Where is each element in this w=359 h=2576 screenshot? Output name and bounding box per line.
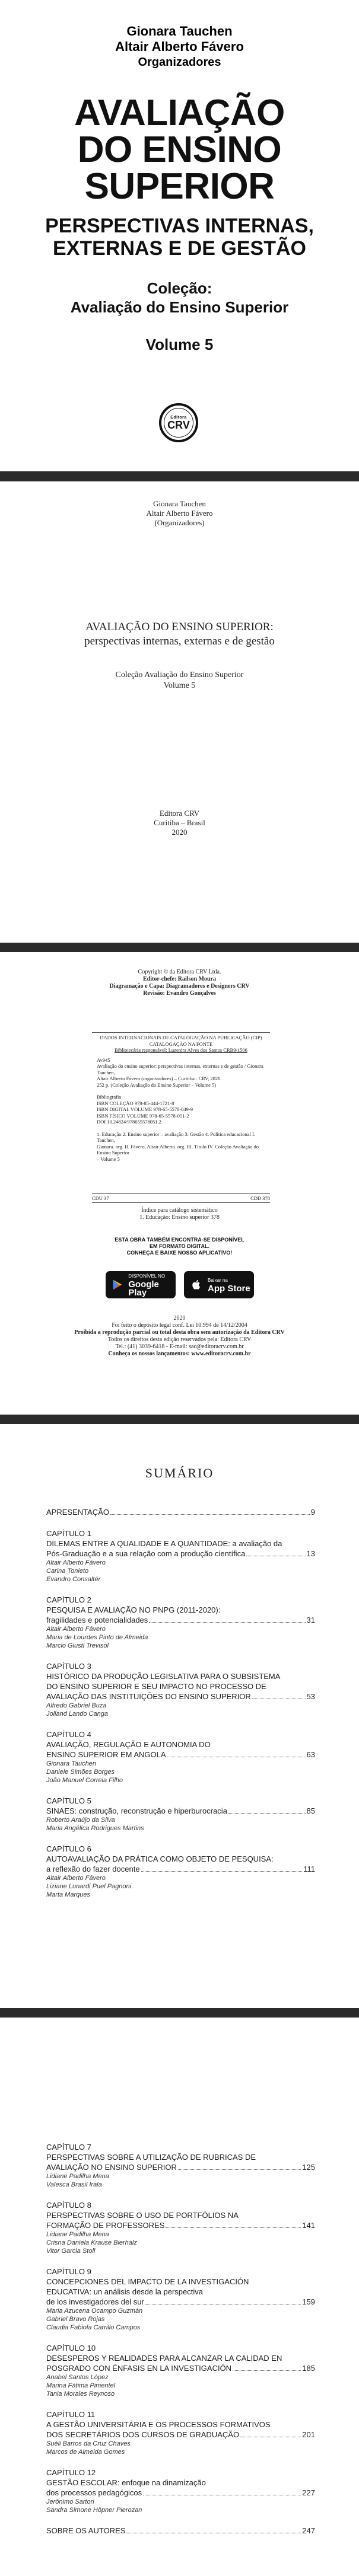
chapter-title-text: Pós-Graduação e a sua relação com a produção científica (46, 1549, 246, 1558)
chapter-title-line (46, 1750, 315, 1760)
chapter-title-line (46, 2363, 315, 2373)
toc-entry[interactable] (46, 2526, 315, 2536)
chapter-author: Maria Azucena Ocampo Guzmán (46, 2307, 143, 2315)
catalog-title: CATALOGAÇÃO NA FONTE (149, 1040, 213, 1047)
chapter-title-text: SOBRE OS AUTORES (46, 2526, 126, 2535)
toc-entry[interactable] (46, 1507, 315, 1517)
chapter-title-text: PERSPECTIVAS SOBRE A UTILIZAÇÃO DE RUBRICAS DE (46, 2153, 256, 2162)
title-page (0, 481, 359, 943)
chapter-title-line (46, 2353, 315, 2363)
catalog-line: Gionara. org. II. Fávero, Altair Alberto. org. III. Título IV. Coleção Avaliação do Ensino Superior (97, 1143, 259, 1155)
leader-dots (233, 2363, 301, 2371)
chapter-title-text: AUTOAVALIAÇÃO DA PRÁTICA COMO OBJETO DE PESQUISA: (46, 1854, 274, 1863)
footer-line: Todos os direitos desta edição reservados pela: Editora CRV (107, 1336, 252, 1343)
page-number: 53 (306, 1692, 315, 1701)
leader-dots (178, 2162, 301, 2170)
leader-dots (126, 2526, 301, 2533)
chapter-title-line (46, 1691, 315, 1702)
page-number: 31 (306, 1616, 315, 1624)
chapter-title-line (46, 2478, 315, 2488)
leader-dots (228, 1806, 306, 1814)
chapter-title-text: DO ENSINO SUPERIOR E SEU IMPACTO NO PROCESSO DE (46, 1682, 266, 1691)
cdu-code: CDU 37 (92, 1195, 109, 1201)
chapter-title-text: ENSINO SUPERIOR EM ANGOLA (46, 1750, 166, 1759)
leader-dots (240, 2430, 301, 2437)
subtitle-line: EXTERNAS E DE GESTÃO (53, 237, 306, 260)
leader-dots (110, 1507, 310, 1515)
badge-big-text: App Store (208, 1284, 250, 1294)
page-number: 247 (302, 2526, 315, 2535)
chapter-author: Jolland Lando Canga (46, 1710, 108, 1718)
digital-note (0, 1237, 359, 1256)
chapter-author: Maria de Lourdes Pinto de Almeida (46, 1634, 148, 1641)
catalog-line: ISBN DIGITAL VOLUME 978-65-5578-049-9 (97, 1106, 193, 1112)
cdd-code: CDD 378 (250, 1195, 270, 1201)
organizers (0, 24, 359, 70)
logo-top-text: Editora (170, 415, 187, 420)
chapter-author: Claudia Fabiola Carrillo Campos (46, 2324, 141, 2331)
publisher-line: Editora CRV (159, 809, 200, 818)
title-page-volume: Volume 5 (163, 681, 196, 690)
chapter-author: Lidiane Padilha Mena (46, 2231, 109, 2238)
chapter-title-line (46, 1507, 315, 1517)
summary-page-2 (0, 2018, 359, 2576)
publisher-line: 2020 (171, 828, 188, 837)
chapter-author: Roberto Araújo da Silva (46, 1817, 115, 1824)
toc-entry[interactable] (46, 1729, 315, 1785)
page-number: 85 (306, 1806, 315, 1815)
chapter-author: Liziane Lunardi Puel Pagnoni (46, 1883, 132, 1890)
chapter-author: Jerônimo Sartori (46, 2498, 94, 2505)
app-store-badge[interactable] (184, 1271, 254, 1298)
chapter-title-text: a reflexão do fazer docente (46, 1865, 140, 1873)
page-number: 9 (310, 1508, 315, 1517)
chapter-title-text: CONCEPCIONES DEL IMPACTO DE LA INVESTIGACIÓN (46, 2277, 249, 2286)
credits-footer (0, 1315, 359, 1358)
chapter-author: Tania Morales Reynoso (46, 2390, 115, 2398)
chapter-title-line (46, 2526, 315, 2536)
digital-note-line: EM FORMATO DIGITAL. (150, 1243, 209, 1249)
chapter-author: Marcos de Almeida Gomes (46, 2449, 125, 2456)
google-play-badge[interactable] (106, 1271, 176, 1298)
page-number: 63 (306, 1750, 315, 1759)
logo-main-text: CRV (167, 419, 190, 431)
subtitle-line: PERSPECTIVAS INTERNAS, (45, 215, 314, 237)
chapter-author: Altair Alberto Fávero (46, 1875, 106, 1882)
leader-dots (167, 1750, 306, 1757)
chapter-title-line (46, 1538, 315, 1549)
toc-entry[interactable] (46, 1595, 315, 1650)
chapter-title-text: FORMAÇÃO DE PROFESSORES (46, 2221, 165, 2230)
index-line: 1. Educação: Ensino superior 378 (139, 1214, 220, 1221)
chapter-title-text: de los investigadores del sur (46, 2297, 144, 2306)
chapter-author: Carina Tonieto (46, 1568, 89, 1575)
catalog-line: ISBN COLEÇÃO 978-85-444-1721-8 (97, 1100, 174, 1106)
chapter-title-line (46, 1854, 315, 1864)
chapter-author: Marcio Giusti Trevisol (46, 1642, 109, 1649)
toc-entry[interactable] (46, 1661, 315, 1718)
catalog-record (92, 1032, 270, 1203)
chapter-author: Altair Alberto Fávero (46, 1626, 106, 1633)
page-number: 227 (302, 2488, 315, 2497)
chapter-author: Evandro Consaltér (46, 1576, 101, 1583)
credits-line: Copyright © da Editora CRV Ltda. (138, 969, 221, 975)
chapter-title-text: DILEMAS ENTRE A QUALIDADE E A QUANTIDADE: a avaliação da (46, 1539, 282, 1548)
catalog-title: Bibliotecária responsável: Luzenira Alves dos Santos CRB9/1506 (115, 1047, 247, 1053)
chapter-author: Altair Alberto Fávero (46, 1559, 106, 1566)
footer-line: Proibida a reprodução parcial ou total desta obra sem autorização da Editora CRV (74, 1329, 285, 1336)
title-page-title: AVALIAÇÃO DO ENSINO SUPERIOR: (85, 621, 274, 633)
title-line: DO ENSINO (77, 129, 282, 170)
chapter-title-line (46, 2287, 315, 2297)
toc-entry[interactable] (46, 2468, 315, 2514)
chapter-title-line (46, 2210, 315, 2220)
chapter-heading: CAPÍTULO 8 (46, 2201, 91, 2210)
chapter-heading: CAPÍTULO 7 (46, 2143, 91, 2152)
author-line: (Organizadores) (154, 518, 205, 527)
chapter-title-text: POSGRADO CON ÉNFASIS EN LA INVESTIGACIÓN (46, 2364, 232, 2373)
badge-small-text: Baixar na (208, 1278, 228, 1283)
chapter-title-line (46, 2297, 315, 2307)
cover-page (0, 0, 359, 471)
catalog-line: Altair Alberto Fávero (organizadores) – Curitiba : CRV, 2020. (97, 1075, 222, 1081)
chapter-title-line (46, 1615, 315, 1625)
chapter-heading: CAPÍTULO 6 (46, 1844, 91, 1853)
page-number: 141 (302, 2221, 315, 2230)
catalog-lines (92, 1057, 270, 1163)
toc-entry[interactable] (46, 2200, 315, 2255)
digital-note-line: ESTA OBRA TAMBÉM ENCONTRA-SE DISPONÍVEL (115, 1237, 244, 1243)
chapter-author: Marta Marques (46, 1891, 90, 1898)
catalog-line: ISBN FÍSICO VOLUME 978-65-5578-051-2 (97, 1112, 189, 1119)
chapter-title-line (46, 1739, 315, 1750)
chapter-title-text: AVALIAÇÃO, REGULAÇÃO E AUTONOMIA DO (46, 1740, 211, 1749)
summary-list (46, 1507, 315, 1910)
badge-small-text: DISPONÍVEL NO (128, 1273, 166, 1279)
catalog-line: Bibliografia (97, 1094, 122, 1100)
credits-page (0, 952, 359, 1415)
chapter-heading: CAPÍTULO 2 (46, 1595, 91, 1604)
chapter-title-line (46, 2277, 315, 2287)
chapter-author: João Manuel Correia Filho (46, 1777, 123, 1784)
page-number: 125 (302, 2163, 315, 2172)
leader-dots (145, 2297, 301, 2304)
chapter-author: Daniele Simões Borges (46, 1769, 115, 1776)
chapter-heading: CAPÍTULO 5 (46, 1796, 91, 1805)
summary-list (46, 2142, 315, 2547)
catalog-line: – Volume 5 (97, 1155, 120, 1162)
leader-dots (246, 1549, 305, 1556)
chapter-author: Valesca Brasil Irala (46, 2181, 102, 2188)
chapter-author: Alfredo Gabriel Buza (46, 1702, 107, 1709)
leader-dots (166, 2220, 301, 2228)
chapter-author: Maria Angélica Rodrigues Martins (46, 1825, 144, 1832)
digital-note-line: CONHEÇA E BAIXE NOSSO APLICATIVO! (126, 1250, 233, 1256)
chapter-author: Sandra Simone Höpner Pierozan (46, 2507, 142, 2514)
chapter-title-line (46, 2152, 315, 2162)
collection-line: Avaliação do Ensino Superior (70, 298, 289, 316)
catalog-index (0, 1207, 359, 1221)
chapter-title-line (46, 2162, 315, 2172)
chapter-heading: CAPÍTULO 4 (46, 1730, 91, 1739)
chapter-title-line (46, 1549, 315, 1559)
chapter-title-text: DOS SECRETÁRIOS DOS CURSOS DE GRADUAÇÃO (46, 2430, 240, 2439)
toc-entry[interactable] (46, 2267, 315, 2332)
toc-entry[interactable] (46, 2142, 315, 2189)
chapter-heading: CAPÍTULO 11 (46, 2410, 96, 2419)
leader-dots (143, 2488, 301, 2495)
footer-line: Conheça os nossos lançamentos: www.editoracrv.com.br (108, 1351, 251, 1357)
chapter-author: Gabriel Bravo Rojas (46, 2316, 105, 2323)
chapter-title-line (46, 1864, 315, 1874)
chapter-title-text: DESESPEROS Y REALIDADES PARA ALCANZAR LA CALIDAD EN (46, 2354, 282, 2363)
chapter-author: Suéli Barros da Cruz Chaves (46, 2440, 131, 2447)
chapter-title-line (46, 1605, 315, 1615)
chapter-heading: CAPÍTULO 3 (46, 1662, 91, 1671)
chapter-heading: CAPÍTULO 1 (46, 1529, 91, 1538)
crv-logo-icon (159, 403, 198, 442)
chapter-author: Vitor Garcia Stoll (46, 2248, 96, 2255)
footer-line: Tel.: (41) 3039-6418 - E-mail: sac@editoracrv.com.br (115, 1343, 244, 1350)
page-number: 111 (303, 1865, 315, 1873)
google-play-icon (112, 1278, 123, 1291)
title-page-subtitle: perspectivas internas, externas e de gestão (84, 635, 275, 647)
catalog-class (92, 1193, 270, 1202)
page-number: 185 (302, 2364, 315, 2373)
chapter-title-line (46, 1806, 315, 1816)
chapter-title-line (46, 2220, 315, 2230)
toc-entry[interactable] (46, 1796, 315, 1833)
toc-entry[interactable] (46, 1844, 315, 1899)
catalog-line: 252 p. (Coleção Avaliação do Ensino Superior – Volume 5) (97, 1081, 217, 1088)
chapter-title-text: fragilidades e potencialidades (46, 1616, 148, 1624)
page-number: 159 (302, 2297, 315, 2306)
chapter-title-text: PERSPECTIVAS SOBRE O USO DE PORTFÓLIOS NA (46, 2211, 239, 2220)
chapter-title-text: dos processos pedagógicos (46, 2488, 142, 2497)
author-line: Gionara Tauchen (153, 499, 206, 508)
index-line: Índice para catálogo sistemático (141, 1207, 218, 1214)
footer-line: 2020 (173, 1315, 186, 1321)
chapter-title-text: EDUCATIVA: un análisis desde la perspectiva (46, 2287, 203, 2296)
title-page-collection: Coleção Avaliação do Ensino Superior (115, 671, 244, 679)
catalog-title: DADOS INTERNACIONAIS DE CATALOGAÇÃO NA PUBLICAÇÃO (CIP) (100, 1035, 262, 1040)
author-line: Altair Alberto Fávero (146, 509, 213, 518)
leader-dots (141, 1864, 303, 1872)
chapter-author: Crisna Daniela Krause Bierhalz (46, 2239, 137, 2246)
page-number: 13 (306, 1549, 315, 1558)
catalog-line: Avaliação do ensino superior: perspectivas internas, externas e de gestão / Gionara Tauchen, (97, 1063, 263, 1075)
catalog-line: Av945 (97, 1056, 110, 1063)
chapter-heading: CAPÍTULO 9 (46, 2267, 91, 2276)
title-line: SUPERIOR (84, 166, 275, 207)
catalog-line (97, 1125, 270, 1131)
chapter-title-line (46, 2419, 315, 2430)
credits-line: Editor-chefe: Railson Moura (143, 976, 216, 982)
publisher-line: Curitiba – Brasil (154, 818, 205, 827)
toc-entry[interactable] (46, 2343, 315, 2398)
chapter-author: Lidiane Padilha Mena (46, 2173, 109, 2180)
apple-icon (190, 1278, 203, 1291)
credits-line: Diagramação e Capa: Diagramadores e Designers CRV (109, 983, 250, 989)
chapter-title-text: AVALIAÇÃO NO ENSINO SUPERIOR (46, 2163, 177, 2172)
organizers-role: Organizadores (138, 56, 221, 69)
credits-header (0, 969, 359, 997)
chapter-author: Gionara Tauchen (46, 1760, 96, 1767)
toc-entry[interactable] (46, 2409, 315, 2456)
leader-dots (149, 1615, 305, 1623)
book-subtitle (0, 215, 359, 260)
catalog-line: 1. Educação 2. Ensino superior – avaliação 3. Gestão 4. Política educacional I. Tauchen, (97, 1131, 255, 1143)
collection (0, 279, 359, 317)
book-title (0, 92, 359, 207)
volume: Volume 5 (145, 336, 214, 353)
page-number: 201 (302, 2430, 315, 2439)
toc-entry[interactable] (46, 1528, 315, 1584)
chapter-title-line (46, 1671, 315, 1681)
title-page-authors (0, 499, 359, 528)
chapter-title-text: APRESENTAÇÃO (46, 1508, 109, 1517)
chapter-title-text: SINAES: construção, reconstrução e hiperburocracia (46, 1806, 227, 1815)
chapter-title-text: A GESTÃO UNIVERSITÁRIA E OS PROCESSOS FORMATIVOS (46, 2420, 271, 2429)
catalog-line: DOI 10.24824/978655578051.2 (97, 1119, 161, 1125)
chapter-heading: CAPÍTULO 12 (46, 2468, 96, 2477)
chapter-title-line (46, 1681, 315, 1691)
credits-line: Revisão: Evandro Gonçalves (143, 990, 216, 997)
title-line: AVALIAÇÃO (74, 92, 285, 133)
collection-line: Coleção: (147, 279, 212, 297)
chapter-title-line (46, 2430, 315, 2440)
title-page-publisher (0, 809, 359, 837)
leader-dots (252, 1691, 306, 1699)
chapter-title-text: PESQUISA E AVALIAÇÃO NO PNPG (2011-2020): (46, 1605, 221, 1614)
chapter-title-text: GESTÃO ESCOLAR: enfoque na dinamização (46, 2478, 206, 2487)
chapter-title-text: AVALIAÇÃO DAS INSTITUIÇÕES DO ENSINO SUPERIOR (46, 1692, 251, 1701)
catalog-line (97, 1088, 270, 1094)
chapter-author: Anabel Santos López (46, 2374, 109, 2381)
badge-big-text: Google Play (128, 1279, 159, 1298)
organizer-name: Gionara Tauchen (126, 24, 233, 39)
chapter-title-line (46, 2488, 315, 2498)
footer-line: Foi feito o depósito legal conf. Lei 10.994 de 14/12/2004 (112, 1322, 247, 1329)
chapter-heading: CAPÍTULO 10 (46, 2344, 96, 2352)
organizer-name: Altair Alberto Fávero (115, 39, 244, 54)
summary-title: SUMÁRIO (145, 1466, 214, 1480)
summary-page-1 (0, 1424, 359, 2008)
chapter-author: Marina Fátima Pimentel (46, 2382, 116, 2389)
chapter-title-text: HISTÓRICO DA PRODUÇÃO LEGISLATIVA PARA O SUBSISTEMA (46, 1672, 281, 1681)
